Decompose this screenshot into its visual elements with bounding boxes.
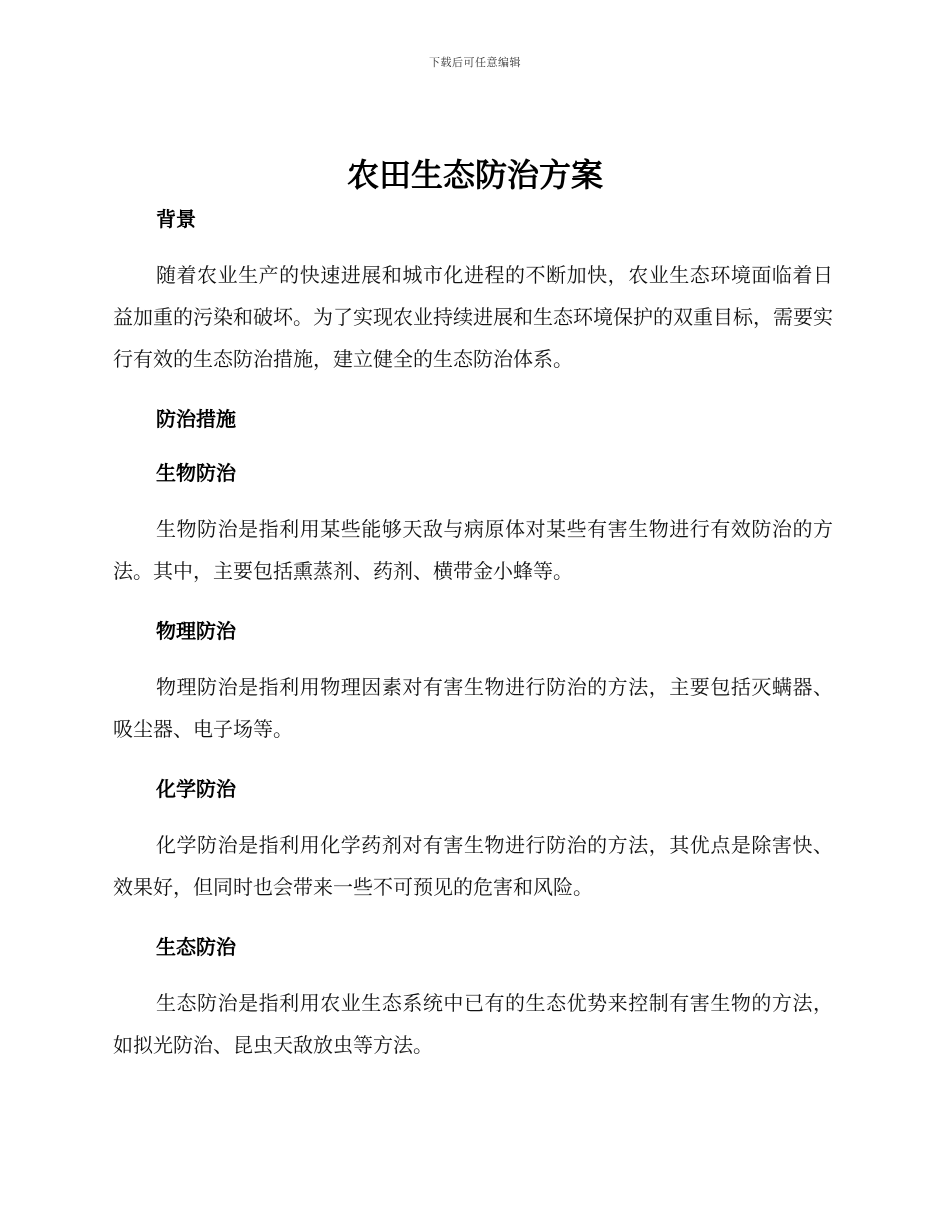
document-body bbox=[113, 205, 833, 1066]
section-heading-chemical: 化学防治 bbox=[156, 777, 236, 801]
section-paragraph-ecological: 生态防治是指利用农业生态系统中已有的生态优势来控制有害生物的方法，如拟光防治、昆虫天敌放虫等方法。 bbox=[113, 991, 833, 1057]
section-paragraph-biological: 生物防治是指利用某些能够天敌与病原体对某些有害生物进行有效防治的方法。其中，主要包括熏蒸剂、药剂、横带金小蜂等。 bbox=[113, 517, 833, 583]
section-paragraph-background: 随着农业生产的快速进展和城市化进程的不断加快，农业生态环境面临着日益加重的污染和破坏。为了实现农业持续进展和生态环境保护的双重目标，需要实行有效的生态防治措施，建立健全的生态防治体系。 bbox=[113, 263, 833, 371]
document-title: 农田生态防治方案 bbox=[346, 156, 603, 194]
section-heading-biological: 生物防治 bbox=[156, 461, 236, 485]
section-heading-ecological: 生态防治 bbox=[156, 935, 236, 959]
section-paragraph-chemical: 化学防治是指利用化学药剂对有害生物进行防治的方法，其优点是除害快、效果好，但同时也会带来一些不可预见的危害和风险。 bbox=[113, 833, 833, 899]
section-heading-physical: 物理防治 bbox=[156, 619, 236, 643]
section-heading-measures: 防治措施 bbox=[156, 407, 236, 431]
header-note: 下载后可任意编辑 bbox=[429, 56, 521, 69]
section-paragraph-physical: 物理防治是指利用物理因素对有害生物进行防治的方法，主要包括灭螨器、吸尘器、电子场等。 bbox=[113, 675, 833, 741]
section-heading-background: 背景 bbox=[156, 207, 196, 231]
